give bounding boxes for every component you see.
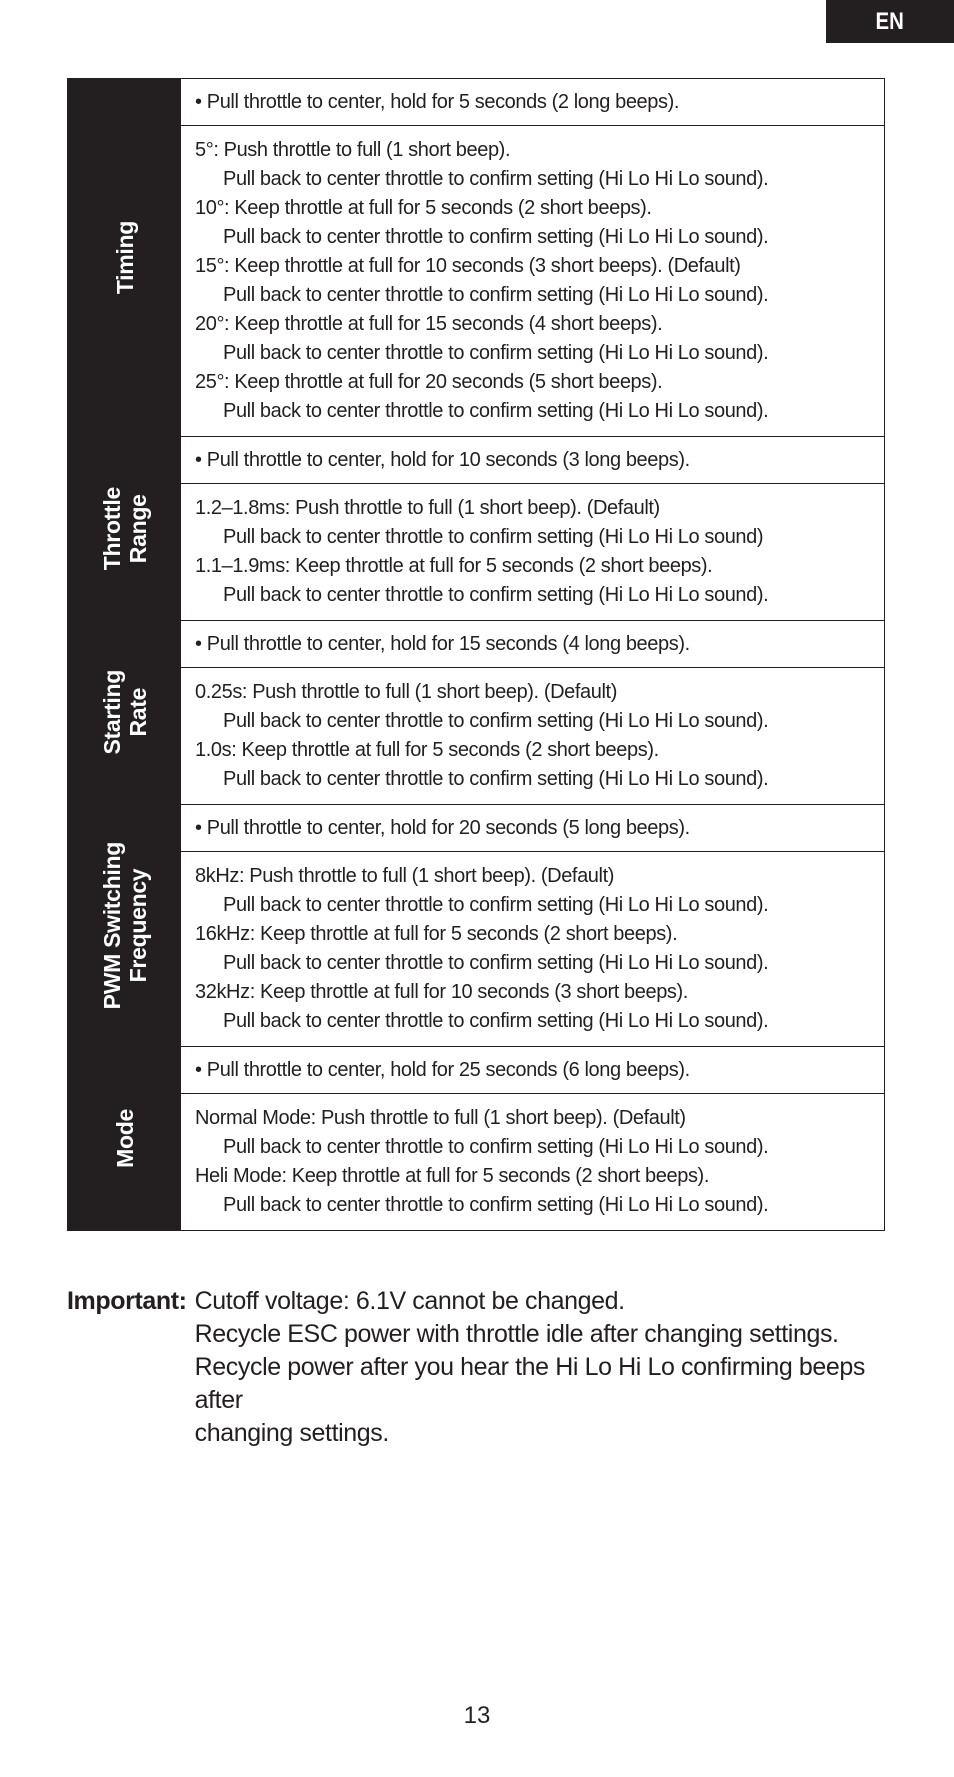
option-confirm-text: Pull back to center throttle to confirm setting (Hi Lo Hi Lo sound). bbox=[223, 768, 769, 790]
section-label-cell bbox=[68, 805, 181, 1046]
option-text: 10°: Keep throttle at full for 5 seconds (2 short beeps). bbox=[195, 197, 652, 219]
section-body bbox=[181, 805, 884, 1046]
section-label: PWM Switching Frequency bbox=[98, 841, 151, 1010]
option-text: 1.1–1.9ms: Keep throttle at full for 5 seconds (2 short beeps). bbox=[195, 555, 713, 577]
section-label-cell bbox=[68, 79, 181, 436]
option-text: 32kHz: Keep throttle at full for 10 seconds (3 short beeps). bbox=[195, 981, 688, 1003]
important-line: Recycle ESC power with throttle idle after changing settings. bbox=[194, 1320, 839, 1348]
option-text: 8kHz: Push throttle to full (1 short beep). (Default) bbox=[195, 865, 614, 887]
option-confirm-text: Pull back to center throttle to confirm setting (Hi Lo Hi Lo sound). bbox=[223, 952, 769, 974]
important-line: Recycle power after you hear the Hi Lo Hi Lo confirming beeps after bbox=[194, 1353, 866, 1414]
settings-section bbox=[68, 621, 884, 805]
entry-instruction: • Pull throttle to center, hold for 10 seconds (3 long beeps). bbox=[181, 437, 884, 484]
section-label-cell bbox=[68, 437, 181, 620]
important-lines bbox=[195, 1285, 887, 1450]
option-text: Normal Mode: Push throttle to full (1 short beep). (Default) bbox=[195, 1107, 686, 1129]
option-confirm-text: Pull back to center throttle to confirm setting (Hi Lo Hi Lo sound). bbox=[223, 284, 769, 306]
language-label: EN bbox=[875, 7, 905, 35]
settings-section bbox=[68, 437, 884, 621]
option-text: 15°: Keep throttle at full for 10 seconds (3 short beeps). (Default) bbox=[195, 255, 741, 277]
option-confirm-text: Pull back to center throttle to confirm setting (Hi Lo Hi Lo sound). bbox=[223, 1010, 769, 1032]
entry-instruction: • Pull throttle to center, hold for 20 seconds (5 long beeps). bbox=[181, 805, 884, 852]
option-text: 1.2–1.8ms: Push throttle to full (1 short beep). (Default) bbox=[195, 497, 660, 519]
option-confirm-text: Pull back to center throttle to confirm setting (Hi Lo Hi Lo sound). bbox=[223, 894, 769, 916]
option-text: 20°: Keep throttle at full for 15 seconds (4 short beeps). bbox=[195, 313, 663, 335]
option-list bbox=[181, 1094, 884, 1230]
settings-table bbox=[67, 78, 885, 1231]
option-text: 1.0s: Keep throttle at full for 5 seconds (2 short beeps). bbox=[195, 739, 659, 761]
important-line: Cutoff voltage: 6.1V cannot be changed. bbox=[194, 1287, 625, 1315]
option-confirm-text: Pull back to center throttle to confirm setting (Hi Lo Hi Lo sound). bbox=[223, 400, 769, 422]
settings-section bbox=[68, 805, 884, 1047]
entry-instruction: • Pull throttle to center, hold for 5 seconds (2 long beeps). bbox=[181, 79, 884, 126]
option-confirm-text: Pull back to center throttle to confirm setting (Hi Lo Hi Lo sound). bbox=[223, 342, 769, 364]
section-label-cell bbox=[68, 1047, 181, 1230]
option-confirm-text: Pull back to center throttle to confirm setting (Hi Lo Hi Lo sound). bbox=[223, 1136, 769, 1158]
option-list bbox=[181, 126, 884, 436]
entry-instruction: • Pull throttle to center, hold for 15 seconds (4 long beeps). bbox=[181, 621, 884, 668]
important-label: Important: bbox=[67, 1287, 187, 1315]
option-confirm-text: Pull back to center throttle to confirm setting (Hi Lo Hi Lo sound). bbox=[223, 1194, 769, 1216]
important-line: changing settings. bbox=[194, 1419, 389, 1447]
option-list bbox=[181, 852, 884, 1046]
option-confirm-text: Pull back to center throttle to confirm setting (Hi Lo Hi Lo sound). bbox=[223, 226, 769, 248]
language-tab bbox=[826, 0, 954, 43]
section-label: Throttle Range bbox=[98, 486, 151, 571]
settings-section bbox=[68, 79, 884, 437]
entry-instruction: • Pull throttle to center, hold for 25 seconds (6 long beeps). bbox=[181, 1047, 884, 1094]
section-label: Mode bbox=[111, 1109, 138, 1168]
option-text: 5°: Push throttle to full (1 short beep). bbox=[195, 139, 511, 161]
settings-section bbox=[68, 1047, 884, 1230]
section-label: Timing bbox=[111, 220, 138, 295]
option-confirm-text: Pull back to center throttle to confirm setting (Hi Lo Hi Lo sound). bbox=[223, 584, 769, 606]
option-text: 25°: Keep throttle at full for 20 seconds (5 short beeps). bbox=[195, 371, 663, 393]
option-list bbox=[181, 484, 884, 620]
option-confirm-text: Pull back to center throttle to confirm setting (Hi Lo Hi Lo sound). bbox=[223, 168, 769, 190]
section-label: Starting Rate bbox=[98, 670, 151, 755]
page-number: 13 bbox=[463, 1702, 491, 1729]
option-confirm-text: Pull back to center throttle to confirm setting (Hi Lo Hi Lo sound). bbox=[223, 710, 769, 732]
section-body bbox=[181, 79, 884, 436]
option-confirm-text: Pull back to center throttle to confirm setting (Hi Lo Hi Lo sound) bbox=[223, 526, 764, 548]
option-text: 16kHz: Keep throttle at full for 5 seconds (2 short beeps). bbox=[195, 923, 678, 945]
important-note bbox=[67, 1285, 887, 1450]
option-text: Heli Mode: Keep throttle at full for 5 seconds (2 short beeps). bbox=[195, 1165, 709, 1187]
option-text: 0.25s: Push throttle to full (1 short beep). (Default) bbox=[195, 681, 617, 703]
section-label-cell bbox=[68, 621, 181, 804]
option-list bbox=[181, 668, 884, 804]
section-body bbox=[181, 1047, 884, 1230]
section-body bbox=[181, 437, 884, 620]
section-body bbox=[181, 621, 884, 804]
